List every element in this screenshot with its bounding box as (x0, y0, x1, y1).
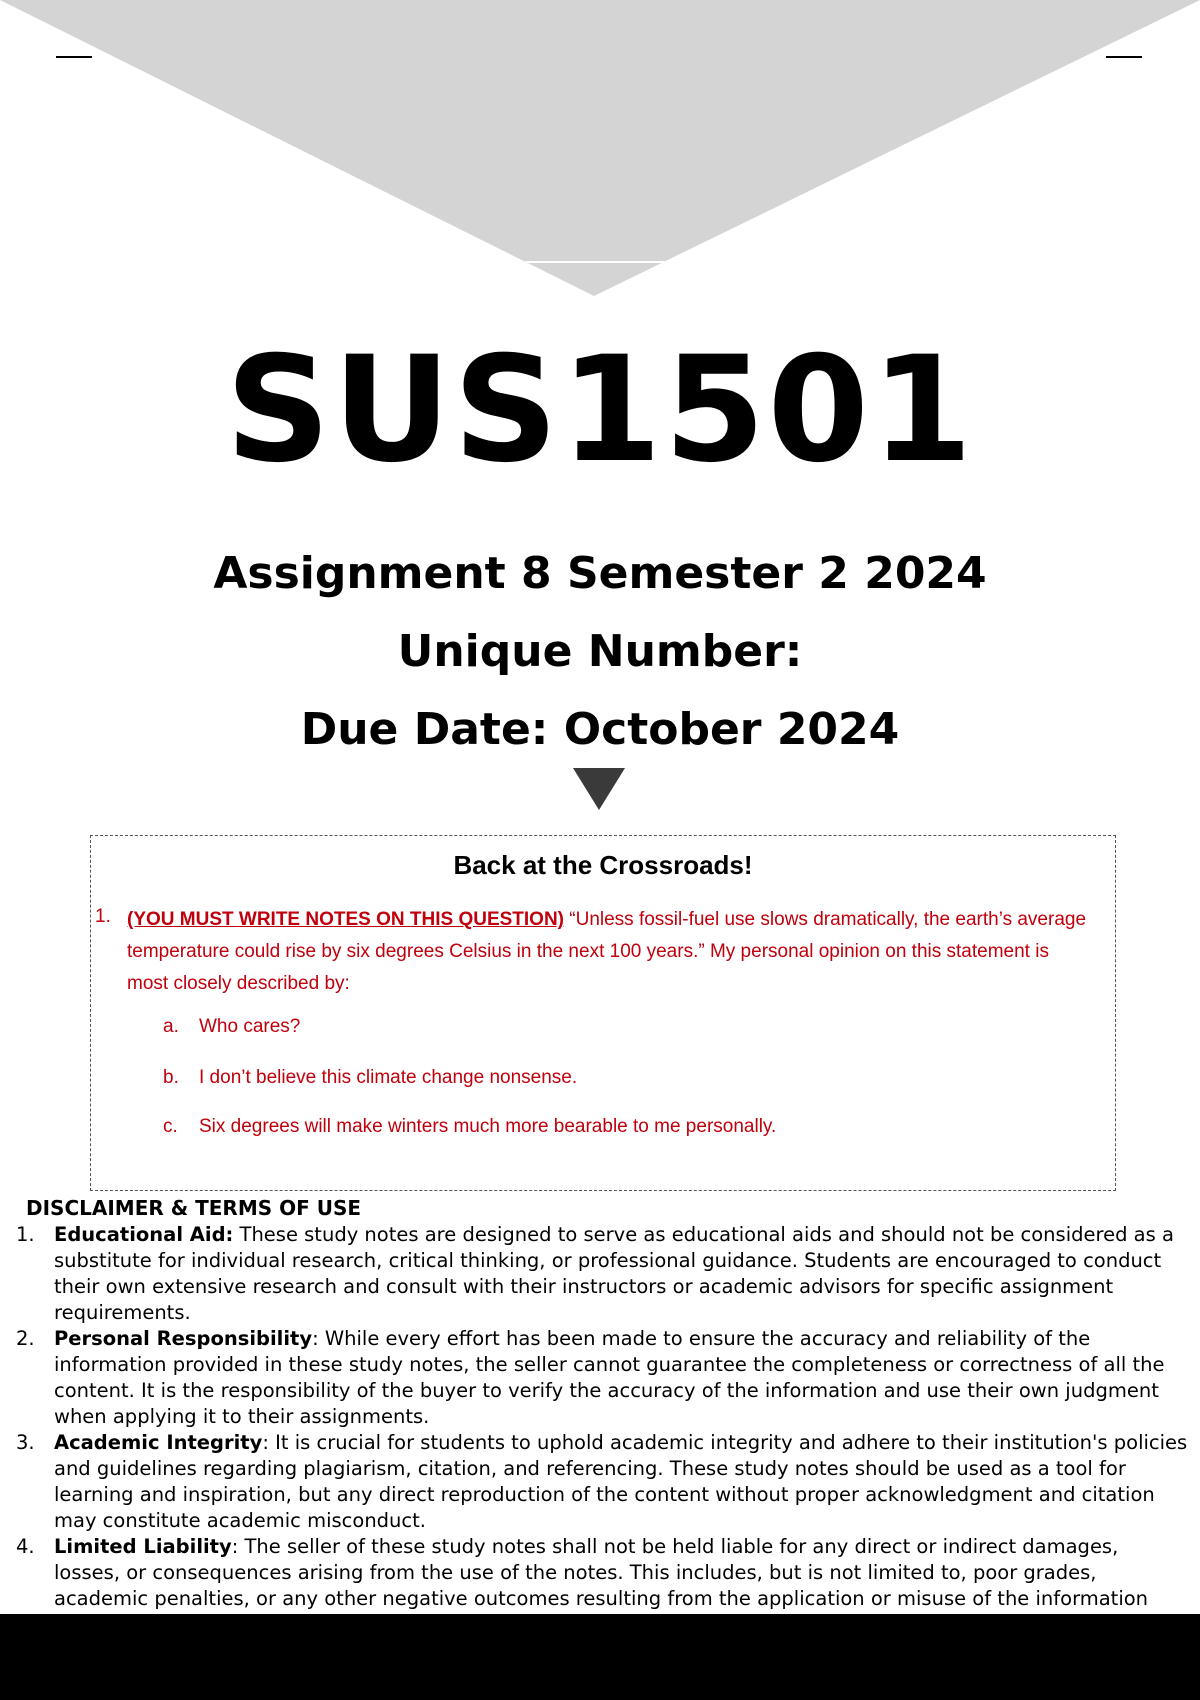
corner-line-right (1106, 56, 1142, 58)
item-number: 1. (16, 1223, 35, 1246)
item-term: Academic Integrity (54, 1431, 263, 1454)
item-text: : It is crucial for students to uphold academic integrity and adhere to their institution's policies and guidelines regarding plagiarism, citation, and referencing. These study notes should be used as a tool for learning and inspiration, but any direct reproduction of the content without proper acknowledgment and citation may constitute academic misconduct. (54, 1431, 1188, 1532)
unique-number-line: Unique Number: (397, 626, 803, 677)
due-date-line: Due Date: October 2024 (300, 704, 900, 755)
item-term: Limited Liability (54, 1535, 232, 1558)
header-chevron-graphic (0, 0, 1200, 300)
option-letter: a. (163, 1016, 179, 1037)
bottom-black-bar (0, 1614, 1200, 1700)
item-term: Educational Aid: (54, 1223, 234, 1246)
question-statement: “Unless fossil-fuel use slows dramatically, the earth’s average temperature could rise by six degrees Celsius in the next 100 years.” My personal opinion on this statement is most closely described by: (127, 909, 1087, 994)
item-text: : While every effort has been made to ensure the accuracy and reliability of the information provided in these study notes, the seller cannot guarantee the completeness or correctness of all the content. It is the responsibility of the buyer to verify the accuracy of the information and use their own judgment when applying it to their assignments. (54, 1327, 1165, 1428)
option-text: Who cares? (199, 1016, 301, 1037)
question-text (127, 904, 1087, 1000)
option-b (163, 1067, 577, 1089)
disclaimer-list (14, 1222, 1190, 1612)
disclaimer-heading: DISCLAIMER & TERMS OF USE (26, 1196, 362, 1220)
item-number: 2. (16, 1327, 35, 1350)
question-box-title: Back at the Crossroads! (453, 850, 753, 880)
item-text: : The seller of these study notes shall not be held liable for any direct or indirect damages, losses, or consequences arising from the use of the notes. This includes, but is not limited to, poor grades, academic penalties, or any other negative outcomes resulting from the application or misuse of the information (54, 1535, 1149, 1610)
triangle-down-icon (573, 768, 625, 810)
course-code-title: SUS1501 (225, 325, 975, 495)
assignment-line: Assignment 8 Semester 2 2024 (213, 548, 987, 599)
question-emphasis: (YOU MUST WRITE NOTES ON THIS QUESTION) (127, 909, 564, 930)
option-a (163, 1016, 300, 1038)
option-letter: b. (163, 1067, 179, 1088)
option-c (163, 1116, 776, 1138)
item-text: These study notes are designed to serve as educational aids and should not be considered as a substitute for individual research, critical thinking, or professional guidance. Students are encouraged to conduct their own extensive research and consult with their instructors or academic advisors for specific assignment requirements. (54, 1223, 1174, 1324)
option-text: Six degrees will make winters much more bearable to me personally. (199, 1116, 777, 1137)
disclaimer-item (14, 1326, 1190, 1430)
disclaimer-item (14, 1534, 1190, 1612)
disclaimer-item (14, 1430, 1190, 1534)
option-text: I don’t believe this climate change nonsense. (199, 1067, 578, 1088)
question-box (90, 835, 1116, 1191)
corner-line-left (56, 56, 92, 58)
item-term: Personal Responsibility (54, 1327, 313, 1350)
item-number: 3. (16, 1431, 35, 1454)
disclaimer-item (14, 1222, 1190, 1326)
question-number: 1. (95, 906, 111, 927)
item-number: 4. (16, 1535, 35, 1558)
option-letter: c. (163, 1116, 178, 1137)
